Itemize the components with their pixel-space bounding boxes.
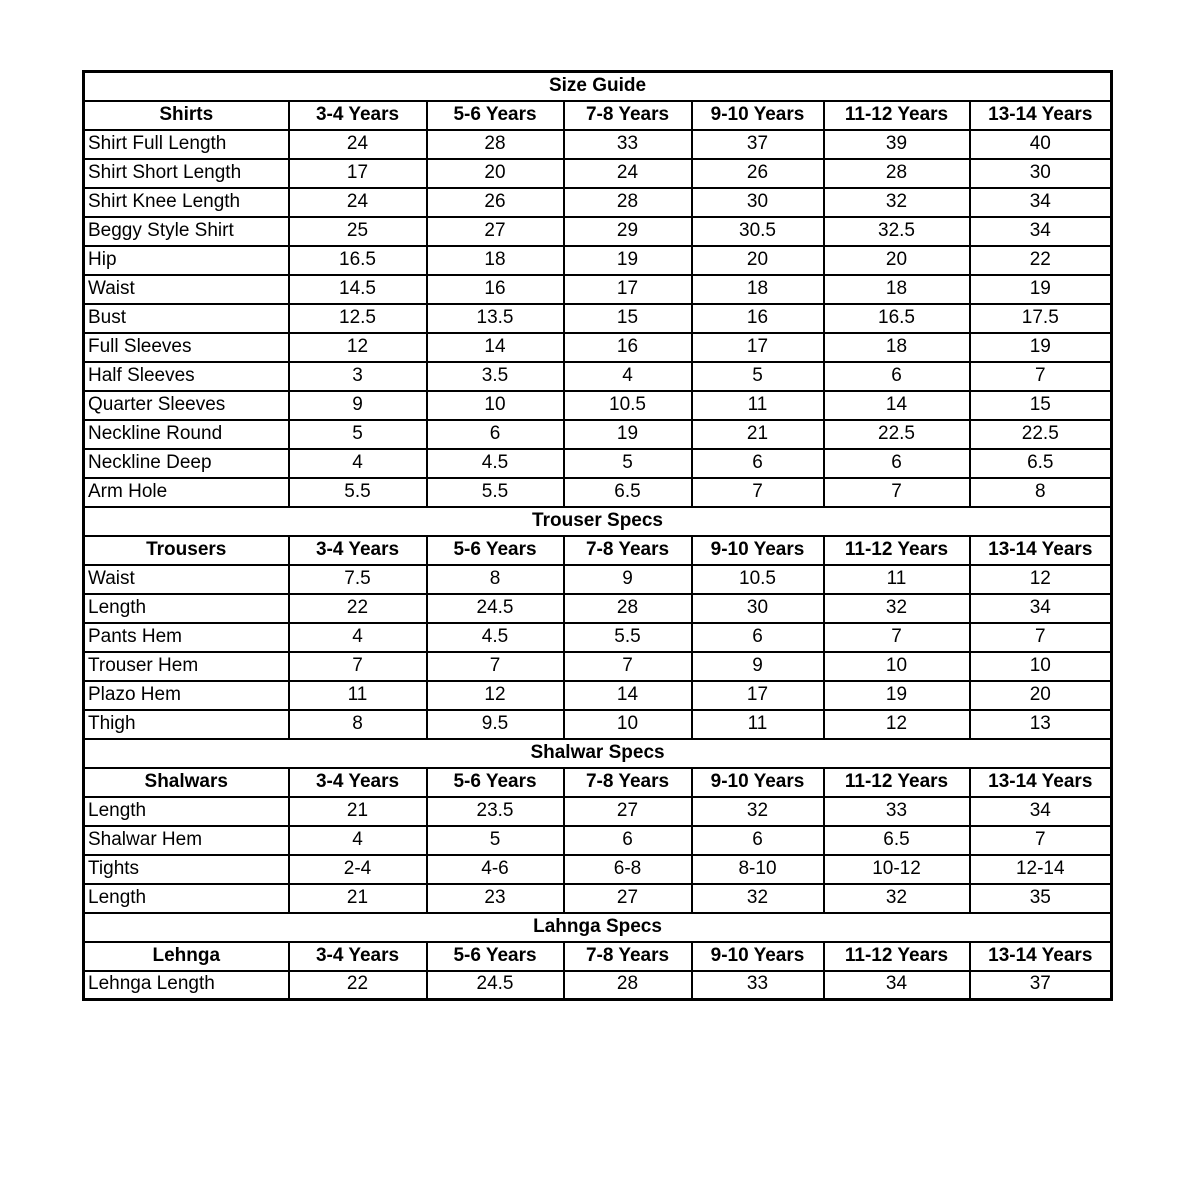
column-header-row (84, 536, 1112, 565)
size-value: 34 (970, 217, 1112, 246)
size-value: 21 (289, 884, 427, 913)
year-column-header: 13-14 Years (970, 942, 1112, 971)
size-value: 35 (970, 884, 1112, 913)
row-label: Thigh (84, 710, 289, 739)
size-value: 18 (692, 275, 824, 304)
size-value: 4 (564, 362, 692, 391)
size-value: 22 (289, 971, 427, 1000)
size-value: 20 (970, 681, 1112, 710)
size-value: 17.5 (970, 304, 1112, 333)
section-title: Size Guide (84, 72, 1112, 101)
size-value: 4 (289, 623, 427, 652)
table-row (84, 623, 1112, 652)
size-value: 6.5 (564, 478, 692, 507)
size-value: 24 (289, 130, 427, 159)
size-value: 29 (564, 217, 692, 246)
size-value: 26 (427, 188, 564, 217)
row-label: Length (84, 884, 289, 913)
size-value: 9 (692, 652, 824, 681)
table-row (84, 652, 1112, 681)
size-value: 22.5 (824, 420, 970, 449)
table-row (84, 478, 1112, 507)
size-value: 21 (692, 420, 824, 449)
year-column-header: 11-12 Years (824, 536, 970, 565)
size-value: 34 (970, 797, 1112, 826)
size-value: 37 (692, 130, 824, 159)
size-value: 18 (427, 246, 564, 275)
size-value: 11 (289, 681, 427, 710)
size-value: 23.5 (427, 797, 564, 826)
size-value: 3.5 (427, 362, 564, 391)
size-value: 19 (970, 333, 1112, 362)
size-guide-table-body (84, 72, 1112, 1000)
size-value: 40 (970, 130, 1112, 159)
table-row (84, 304, 1112, 333)
size-value: 4.5 (427, 449, 564, 478)
table-row (84, 594, 1112, 623)
size-value: 13.5 (427, 304, 564, 333)
size-value: 16.5 (824, 304, 970, 333)
size-value: 18 (824, 333, 970, 362)
row-label: Beggy Style Shirt (84, 217, 289, 246)
row-label: Shirt Full Length (84, 130, 289, 159)
row-label: Shirt Short Length (84, 159, 289, 188)
year-column-header: 7-8 Years (564, 942, 692, 971)
size-value: 7 (692, 478, 824, 507)
year-column-header: 9-10 Years (692, 768, 824, 797)
table-row (84, 449, 1112, 478)
size-value: 34 (970, 594, 1112, 623)
year-column-header: 9-10 Years (692, 536, 824, 565)
size-value: 5.5 (564, 623, 692, 652)
row-label: Shirt Knee Length (84, 188, 289, 217)
size-value: 30 (692, 188, 824, 217)
size-value: 5 (564, 449, 692, 478)
column-header-row (84, 101, 1112, 130)
section-title: Lahnga Specs (84, 913, 1112, 942)
size-value: 2-4 (289, 855, 427, 884)
column-header-row (84, 942, 1112, 971)
table-row (84, 855, 1112, 884)
year-column-header: 9-10 Years (692, 101, 824, 130)
size-value: 6 (427, 420, 564, 449)
size-value: 4 (289, 449, 427, 478)
size-value: 4-6 (427, 855, 564, 884)
category-header: Shirts (84, 101, 289, 130)
size-value: 23 (427, 884, 564, 913)
table-row (84, 188, 1112, 217)
size-value: 6.5 (824, 826, 970, 855)
row-label: Pants Hem (84, 623, 289, 652)
size-value: 24.5 (427, 971, 564, 1000)
size-value: 10 (824, 652, 970, 681)
size-value: 7 (824, 623, 970, 652)
section-title-row (84, 72, 1112, 101)
size-value: 5 (692, 362, 824, 391)
year-column-header: 7-8 Years (564, 536, 692, 565)
size-value: 10 (970, 652, 1112, 681)
section-title: Trouser Specs (84, 507, 1112, 536)
size-value: 14.5 (289, 275, 427, 304)
year-column-header: 5-6 Years (427, 101, 564, 130)
size-value: 8 (970, 478, 1112, 507)
size-value: 6 (692, 826, 824, 855)
row-label: Bust (84, 304, 289, 333)
size-value: 7 (824, 478, 970, 507)
size-value: 5 (427, 826, 564, 855)
size-value: 25 (289, 217, 427, 246)
size-value: 16 (427, 275, 564, 304)
size-value: 12 (824, 710, 970, 739)
size-value: 12 (970, 565, 1112, 594)
row-label: Tights (84, 855, 289, 884)
table-row (84, 333, 1112, 362)
table-row (84, 275, 1112, 304)
size-value: 5.5 (289, 478, 427, 507)
size-value: 32 (692, 797, 824, 826)
size-value: 39 (824, 130, 970, 159)
size-value: 20 (824, 246, 970, 275)
size-value: 37 (970, 971, 1112, 1000)
size-value: 21 (289, 797, 427, 826)
size-value: 24.5 (427, 594, 564, 623)
size-value: 17 (564, 275, 692, 304)
size-value: 28 (564, 971, 692, 1000)
table-row (84, 246, 1112, 275)
table-row (84, 797, 1112, 826)
row-label: Trouser Hem (84, 652, 289, 681)
size-value: 20 (427, 159, 564, 188)
size-value: 7 (289, 652, 427, 681)
size-value: 11 (692, 710, 824, 739)
size-value: 17 (692, 681, 824, 710)
size-value: 8 (289, 710, 427, 739)
size-value: 16 (692, 304, 824, 333)
size-value: 24 (289, 188, 427, 217)
year-column-header: 7-8 Years (564, 101, 692, 130)
size-value: 15 (564, 304, 692, 333)
size-value: 6 (564, 826, 692, 855)
size-value: 11 (692, 391, 824, 420)
row-label: Waist (84, 275, 289, 304)
size-value: 7.5 (289, 565, 427, 594)
year-column-header: 11-12 Years (824, 101, 970, 130)
size-value: 28 (564, 594, 692, 623)
row-label: Neckline Round (84, 420, 289, 449)
year-column-header: 13-14 Years (970, 101, 1112, 130)
size-value: 3 (289, 362, 427, 391)
size-value: 12-14 (970, 855, 1112, 884)
size-value: 7 (427, 652, 564, 681)
size-guide (82, 70, 1110, 1001)
size-value: 7 (970, 826, 1112, 855)
size-value: 10.5 (692, 565, 824, 594)
size-value: 33 (692, 971, 824, 1000)
table-row (84, 565, 1112, 594)
row-label: Shalwar Hem (84, 826, 289, 855)
year-column-header: 9-10 Years (692, 942, 824, 971)
size-value: 12 (289, 333, 427, 362)
size-value: 28 (824, 159, 970, 188)
size-value: 11 (824, 565, 970, 594)
size-value: 13 (970, 710, 1112, 739)
size-value: 8-10 (692, 855, 824, 884)
size-value: 28 (564, 188, 692, 217)
row-label: Arm Hole (84, 478, 289, 507)
size-value: 10 (427, 391, 564, 420)
table-row (84, 420, 1112, 449)
size-value: 34 (824, 971, 970, 1000)
table-row (84, 884, 1112, 913)
row-label: Full Sleeves (84, 333, 289, 362)
size-value: 34 (970, 188, 1112, 217)
size-value: 9 (564, 565, 692, 594)
size-value: 30.5 (692, 217, 824, 246)
row-label: Neckline Deep (84, 449, 289, 478)
size-value: 17 (692, 333, 824, 362)
size-value: 12.5 (289, 304, 427, 333)
table-row (84, 710, 1112, 739)
size-value: 20 (692, 246, 824, 275)
row-label: Length (84, 797, 289, 826)
size-value: 19 (970, 275, 1112, 304)
size-value: 24 (564, 159, 692, 188)
size-value: 14 (564, 681, 692, 710)
category-header: Lehnga (84, 942, 289, 971)
size-value: 6-8 (564, 855, 692, 884)
size-value: 19 (564, 420, 692, 449)
size-value: 30 (970, 159, 1112, 188)
size-value: 17 (289, 159, 427, 188)
size-value: 4 (289, 826, 427, 855)
size-value: 6 (824, 449, 970, 478)
table-row (84, 217, 1112, 246)
size-value: 4.5 (427, 623, 564, 652)
row-label: Plazo Hem (84, 681, 289, 710)
category-header: Trousers (84, 536, 289, 565)
year-column-header: 7-8 Years (564, 768, 692, 797)
row-label: Half Sleeves (84, 362, 289, 391)
row-label: Lehnga Length (84, 971, 289, 1000)
size-value: 6 (692, 449, 824, 478)
year-column-header: 3-4 Years (289, 536, 427, 565)
column-header-row (84, 768, 1112, 797)
size-value: 32.5 (824, 217, 970, 246)
table-row (84, 130, 1112, 159)
size-value: 33 (564, 130, 692, 159)
section-title-row (84, 739, 1112, 768)
table-row (84, 362, 1112, 391)
year-column-header: 5-6 Years (427, 768, 564, 797)
size-value: 7 (564, 652, 692, 681)
row-label: Quarter Sleeves (84, 391, 289, 420)
size-value: 33 (824, 797, 970, 826)
size-value: 16.5 (289, 246, 427, 275)
size-value: 27 (564, 884, 692, 913)
year-column-header: 3-4 Years (289, 101, 427, 130)
size-value: 32 (824, 884, 970, 913)
size-guide-table (82, 70, 1113, 1001)
size-value: 5 (289, 420, 427, 449)
size-value: 9 (289, 391, 427, 420)
size-value: 27 (564, 797, 692, 826)
year-column-header: 5-6 Years (427, 536, 564, 565)
section-title-row (84, 913, 1112, 942)
size-value: 18 (824, 275, 970, 304)
size-value: 32 (824, 594, 970, 623)
year-column-header: 11-12 Years (824, 942, 970, 971)
year-column-header: 11-12 Years (824, 768, 970, 797)
category-header: Shalwars (84, 768, 289, 797)
size-value: 32 (692, 884, 824, 913)
size-value: 32 (824, 188, 970, 217)
size-value: 19 (824, 681, 970, 710)
table-row (84, 971, 1112, 1000)
size-value: 10.5 (564, 391, 692, 420)
year-column-header: 5-6 Years (427, 942, 564, 971)
size-value: 28 (427, 130, 564, 159)
table-row (84, 826, 1112, 855)
size-value: 6 (692, 623, 824, 652)
section-title: Shalwar Specs (84, 739, 1112, 768)
size-value: 22 (289, 594, 427, 623)
size-value: 22.5 (970, 420, 1112, 449)
section-title-row (84, 507, 1112, 536)
year-column-header: 13-14 Years (970, 768, 1112, 797)
size-value: 27 (427, 217, 564, 246)
table-row (84, 159, 1112, 188)
table-row (84, 681, 1112, 710)
size-value: 6.5 (970, 449, 1112, 478)
row-label: Hip (84, 246, 289, 275)
size-value: 22 (970, 246, 1112, 275)
year-column-header: 3-4 Years (289, 942, 427, 971)
size-value: 6 (824, 362, 970, 391)
size-value: 5.5 (427, 478, 564, 507)
row-label: Waist (84, 565, 289, 594)
size-value: 12 (427, 681, 564, 710)
size-value: 10-12 (824, 855, 970, 884)
size-value: 14 (824, 391, 970, 420)
size-value: 15 (970, 391, 1112, 420)
size-value: 10 (564, 710, 692, 739)
size-value: 9.5 (427, 710, 564, 739)
size-value: 7 (970, 362, 1112, 391)
table-row (84, 391, 1112, 420)
size-value: 26 (692, 159, 824, 188)
size-value: 7 (970, 623, 1112, 652)
year-column-header: 3-4 Years (289, 768, 427, 797)
size-value: 19 (564, 246, 692, 275)
row-label: Length (84, 594, 289, 623)
size-value: 8 (427, 565, 564, 594)
size-value: 14 (427, 333, 564, 362)
size-value: 16 (564, 333, 692, 362)
size-value: 30 (692, 594, 824, 623)
year-column-header: 13-14 Years (970, 536, 1112, 565)
